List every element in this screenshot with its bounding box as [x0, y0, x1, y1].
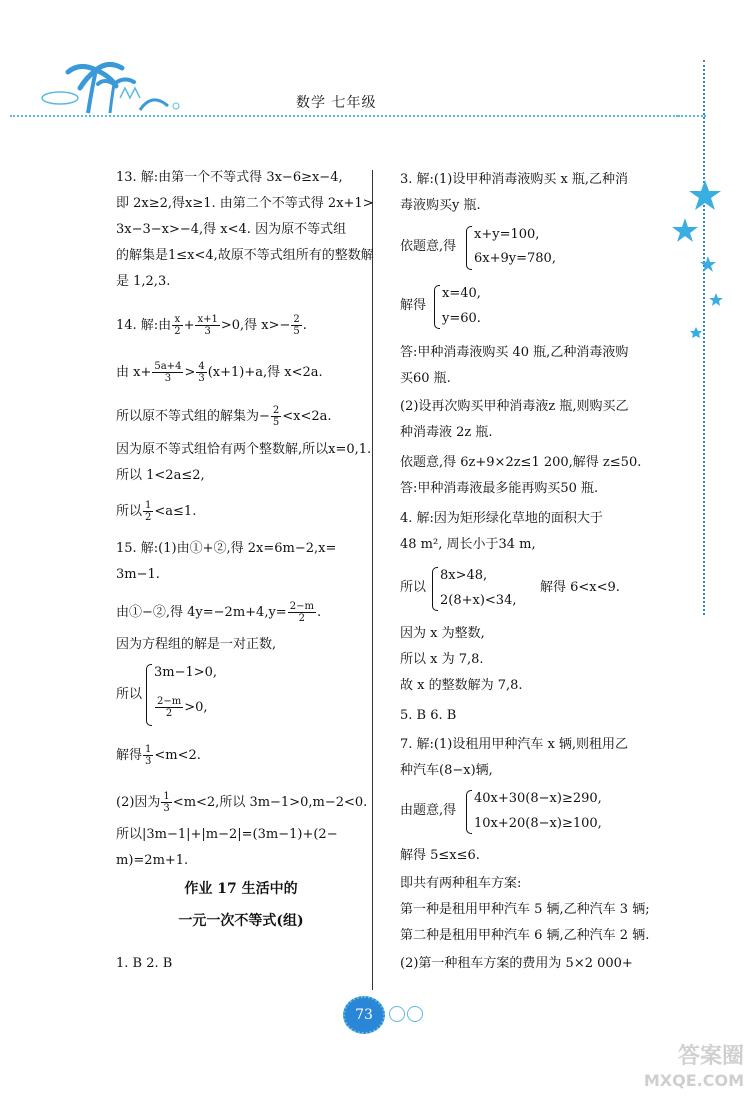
q3-line1: 3. 解:(1)设甲种消毒液购买 x 瓶,乙种消: [400, 172, 629, 187]
q14-line4: 因为原不等式组恰有两个整数解,所以x=0,1.: [116, 442, 372, 457]
q4-line1: 4. 解:因为矩形绿化草地的面积大于: [400, 511, 603, 526]
q3-line4: 买60 瓶.: [400, 371, 451, 386]
q7-line3: 解得 5≤x≤6.: [400, 848, 480, 863]
q15-system-brace: [146, 664, 152, 726]
palm-tree-icon: [0, 58, 200, 118]
column-divider: [372, 170, 373, 990]
section-heading-line2: 一元一次不等式(组): [178, 913, 304, 929]
q7-line2: 种汽车(8−x)辆,: [400, 763, 493, 778]
q3-system-brace: [466, 226, 472, 270]
q3-solution-x: x=40,: [442, 286, 481, 301]
q7-line1: 7. 解:(1)设租用甲种汽车 x 辆,则租用乙: [400, 737, 629, 752]
section-heading-line1: 作业 17 生活中的: [184, 881, 298, 897]
watermark: [644, 1045, 744, 1093]
header-divider: [10, 115, 678, 117]
q15-line1: 15. 解:(1)由①+②,得 2x=6m−2,x=: [116, 541, 337, 556]
q3-line7: 依题意,得 6z+9×2z≤1 200,解得 z≤50.: [400, 455, 642, 470]
q7-system-brace: [466, 790, 472, 834]
q4-system-eq1: 8x>48,: [440, 568, 488, 583]
q4-line5: 故 x 的整数解为 7,8.: [400, 678, 523, 693]
q4-line4: 所以 x 为 7,8.: [400, 652, 484, 667]
q15-line4: 因为方程组的解是一对正数,: [116, 637, 277, 652]
q15-line5: 解得 $\frac{1}{3}$ <m<2.: [116, 744, 201, 767]
q3-system-eq2: 6x+9y=780,: [474, 251, 556, 266]
q7-system-prefix: 由题意,得: [400, 803, 457, 818]
q15-system-eq1: 3m−1>0,: [154, 665, 218, 680]
q3-line6: 种消毒液 2z 瓶.: [400, 425, 493, 440]
q7-system-eq2: 10x+20(8−x)≥100,: [474, 816, 602, 831]
q15-line8: m)=2m+1.: [116, 853, 189, 868]
q3-line2: 毒液购买y 瓶.: [400, 198, 481, 213]
header-divider-right: [678, 115, 706, 117]
q13-line1: 13. 解:由第一个不等式得 3x−6≥x−4,: [116, 170, 343, 185]
q14-line1: 14. 解:由 $\frac{x}{2}$ + $\frac{x+1}{3}$ >0,得 x>− $\frac{2}{5}$ .: [116, 314, 307, 337]
watermark-line2: MXQE.COM: [643, 1071, 744, 1090]
q4-system-eq2: 2(8+x)<34,: [440, 593, 517, 608]
watermark-line1: 答案圈: [677, 1044, 744, 1069]
q3-line3: 答:甲种消毒液购买 40 瓶,乙种消毒液购: [400, 345, 629, 360]
q14-line3: 所以原不等式组的解集为− $\frac{2}{5}$ <x<2a.: [116, 405, 332, 428]
ring-icon: [389, 1006, 405, 1022]
q13-line4: 的解集是1≤x<4,故原不等式组所有的整数解: [116, 248, 374, 263]
q7-line4: 即共有两种租车方案:: [400, 876, 522, 891]
q14-line6: 所以 $\frac{1}{2}$ <a≤1.: [116, 500, 197, 523]
q1-2-answers: 1. B 2. B: [116, 956, 173, 971]
q15-line2: 3m−1.: [116, 567, 160, 582]
q5-6-answers: 5. B 6. B: [400, 708, 457, 723]
q4-system-prefix: 所以: [400, 580, 427, 595]
q3-solution-prefix: 解得: [400, 298, 427, 313]
q15-system-prefix: 所以: [116, 687, 143, 702]
star-icon: [668, 180, 728, 350]
q14-line5: 所以 1<2a≤2,: [116, 468, 205, 483]
q7-line6: 第二种是租用甲种汽车 6 辆,乙种汽车 2 辆.: [400, 928, 650, 943]
q14-line2: 由 x+ $\frac{5a+4}{3}$ > $\frac{4}{3}$ (x+1)+a,得 x<2a.: [116, 361, 323, 384]
q3-line5: (2)设再次购买甲种消毒液z 瓶,则购买乙: [400, 399, 629, 414]
q3-line8: 答:甲种消毒液最多能再购买50 瓶.: [400, 481, 599, 496]
q15-line3: 由①−②,得 4y=−2m+4,y= $\frac{2-m}{2}$ .: [116, 601, 322, 624]
page-title: 数学 七年级: [296, 95, 377, 111]
q7-line7: (2)第一种租车方案的费用为 5×2 000+: [400, 956, 633, 971]
page-number: 73: [343, 996, 385, 1034]
q15-line6: (2)因为 $\frac{1}{3}$ <m<2,所以 3m−1>0,m−2<0.: [116, 791, 368, 814]
ring-icon: [407, 1006, 423, 1022]
q13-line2: 即 2x≥2,得x≥1. 由第二个不等式得 2x+1>: [116, 196, 374, 211]
q4-line2: 48 m², 周长小于34 m,: [400, 537, 536, 552]
q4-system-result: 解得 6<x<9.: [540, 580, 620, 595]
page-number-badge: [343, 996, 433, 1036]
q7-system-eq1: 40x+30(8−x)≥290,: [474, 791, 602, 806]
q3-system-eq1: x+y=100,: [474, 227, 540, 242]
q4-line3: 因为 x 为整数,: [400, 626, 485, 641]
q3-solution-y: y=60.: [442, 311, 481, 326]
q15-system-eq2: $\frac{2-m}{2}$ >0,: [157, 696, 208, 719]
q13-line5: 是 1,2,3.: [116, 274, 171, 289]
q3-system-prefix: 依题意,得: [400, 239, 457, 254]
q7-line5: 第一种是租用甲种汽车 5 辆,乙种汽车 3 辆;: [400, 902, 650, 917]
q3-solution-brace: [434, 285, 440, 329]
q13-line3: 3x−3−x>−4,得 x<4. 因为原不等式组: [116, 222, 347, 237]
q15-line7: 所以|3m−1|+|m−2|=(3m−1)+(2−: [116, 827, 338, 842]
q4-system-brace: [432, 567, 438, 611]
